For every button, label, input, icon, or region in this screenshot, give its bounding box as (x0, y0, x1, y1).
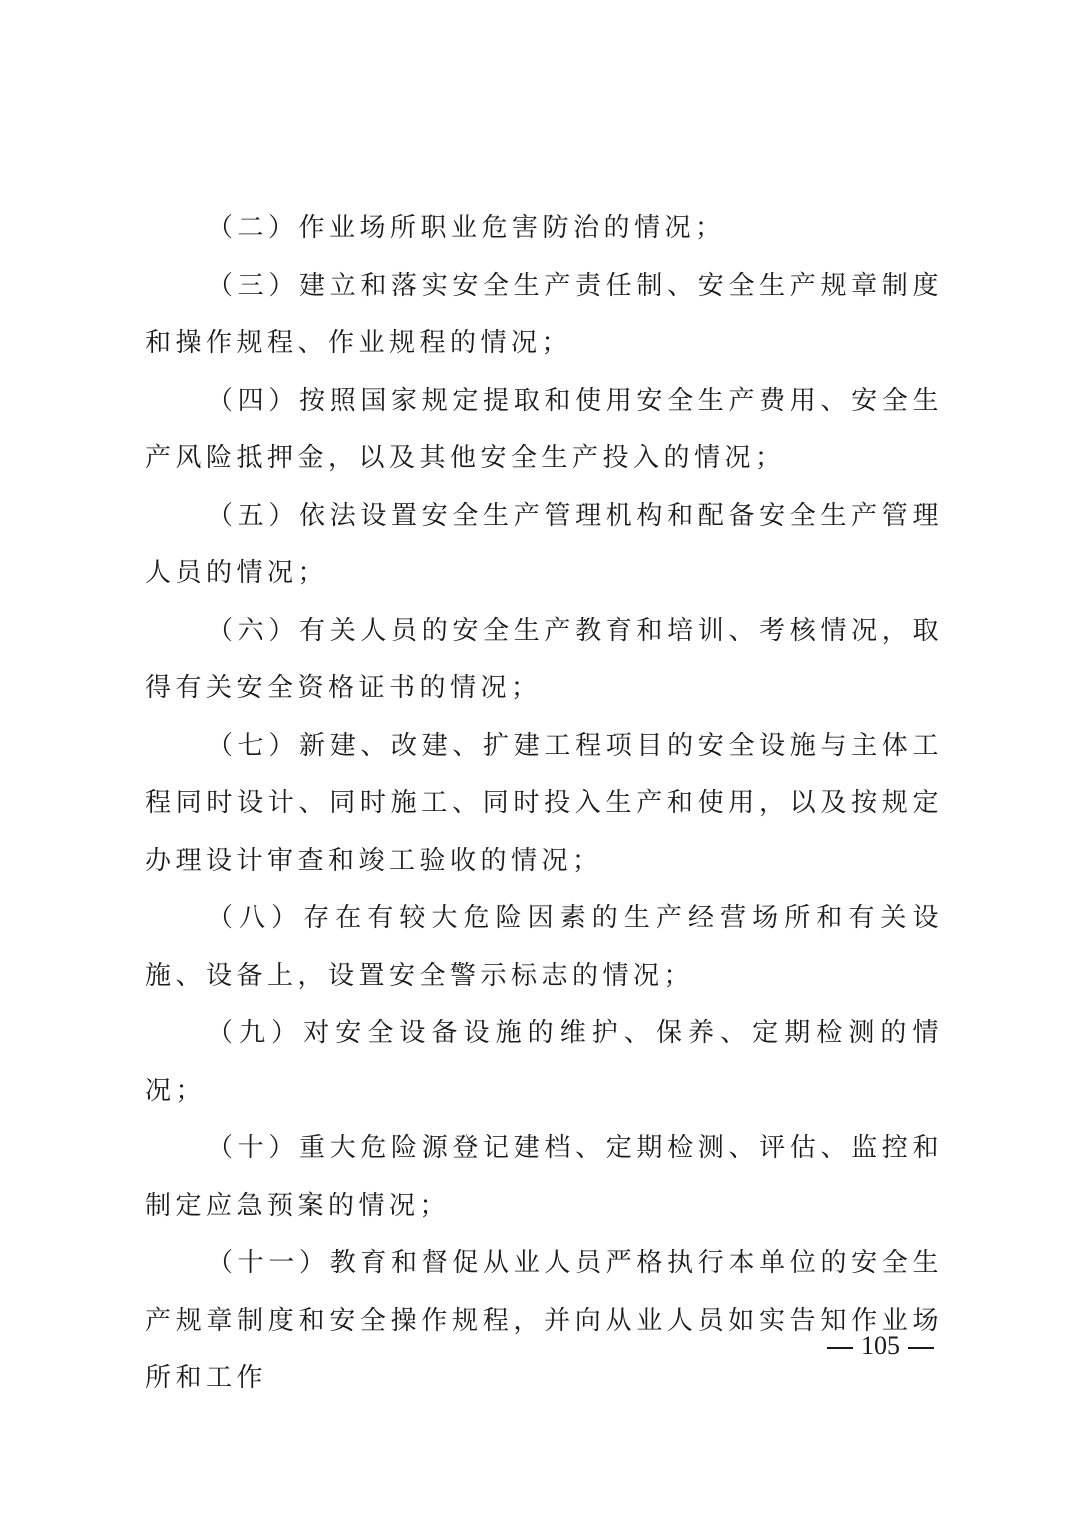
paragraph-item-4: （四）按照国家规定提取和使用安全生产费用、安全生产风险抵押金，以及其他安全生产投入的情况； (145, 385, 943, 473)
paragraph-item-10: （十）重大危险源登记建档、定期检测、评估、监控和制定应急预案的情况； (145, 1133, 943, 1221)
paragraph-item-5: （五）依法设置安全生产管理机构和配备安全生产管理人员的情况； (145, 500, 943, 588)
paragraph-item-7: （七）新建、改建、扩建工程项目的安全设施与主体工程同时设计、同时施工、同时投入生产和使用，以及按规定办理设计审查和竣工验收的情况； (145, 730, 943, 876)
left-dash-divider (827, 1347, 853, 1349)
paragraph-item-8: （八）存在有较大危险因素的生产经营场所和有关设施、设备上，设置安全警示标志的情况； (145, 903, 943, 991)
paragraph-item-6: （六）有关人员的安全生产教育和培训、考核情况，取得有关安全资格证书的情况； (145, 615, 943, 703)
document-body (145, 200, 943, 1408)
page-number-footer (819, 1328, 942, 1364)
paragraph-item-3: （三）建立和落实安全生产责任制、安全生产规章制度和操作规程、作业规程的情况； (145, 270, 943, 358)
right-dash-divider (908, 1347, 934, 1349)
paragraph-item-11: （十一）教育和督促从业人员严格执行本单位的安全生产规章制度和安全操作规程，并向从业人员如实告知作业场所和工作 (145, 1248, 943, 1393)
paragraph-item-9: （九）对安全设备设施的维护、保养、定期检测的情况； (145, 1018, 943, 1106)
page-number: 105 (861, 1331, 900, 1360)
paragraph-item-2: （二）作业场所职业危害防治的情况； (207, 213, 726, 243)
